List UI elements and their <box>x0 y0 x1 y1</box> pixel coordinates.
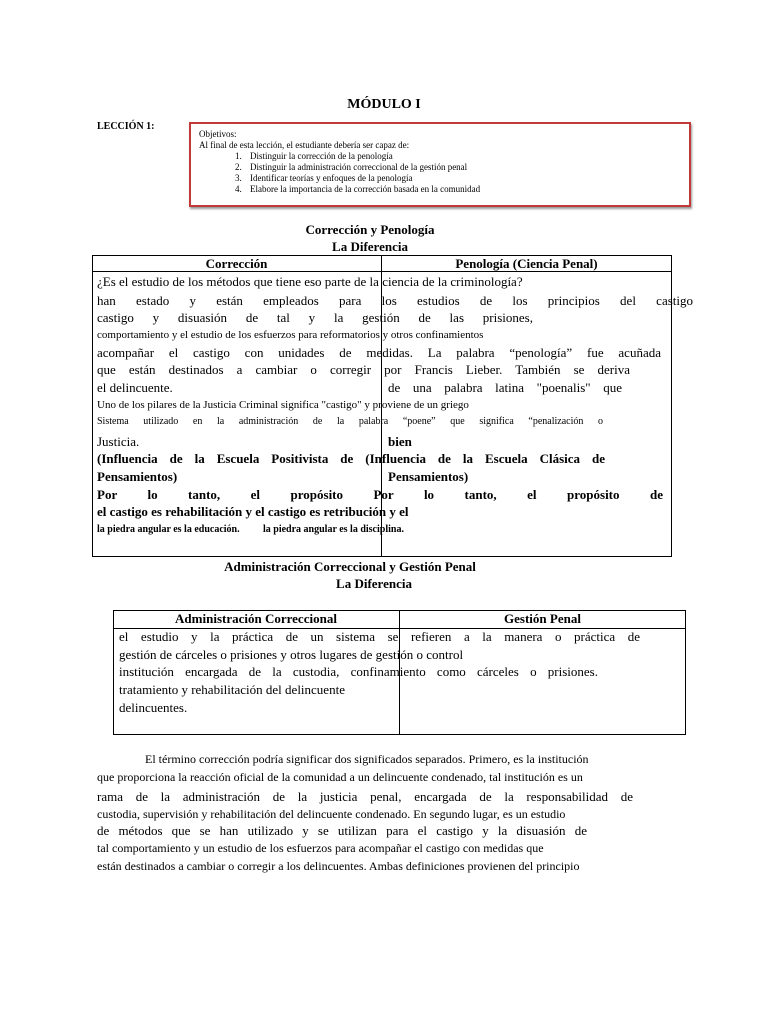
table1-header-row <box>92 255 672 272</box>
table1-line: el delincuente. <box>97 380 173 395</box>
table2-title-line1: Administración Correccional y Gestión Penal <box>224 559 476 574</box>
objectives-list <box>199 151 681 195</box>
objectives-title: Objetivos: <box>199 129 237 139</box>
table2-line: gestión de cárceles o prisiones y otros lugares de gestión o control <box>119 647 464 662</box>
table1-line: Pensamientos) <box>388 469 469 484</box>
table1-line: Uno de los pilares de la Justicia Criminal significa "castigo" y proviene de un griego <box>97 399 469 411</box>
table1-line: bien <box>388 434 412 449</box>
body-text-line: que proporciona la reacción oficial de la comunidad a un delincuente condenado, tal institución es un <box>97 770 583 784</box>
table2-line: delincuentes. <box>119 700 188 715</box>
table1-line: de una palabra latina "poenalis" que <box>388 380 622 395</box>
table2-line: institución encargada de la custodia, confinamiento como cárceles o prisiones. <box>119 664 598 679</box>
table1-line: (Influencia de la Escuela Positivista de (Influencia de la Escuela Clásica de <box>97 451 605 466</box>
table1-title <box>0 221 740 255</box>
lesson-label: LECCIÓN 1: <box>97 121 155 132</box>
body-text-line: están destinados a cambiar o corregir a los delincuentes. Ambas definiciones provienen del principio <box>97 859 580 873</box>
body-text-line: tal comportamiento y un estudio de los esfuerzos para acompañar el castigo con medidas que <box>97 841 544 855</box>
objectives-intro: Al final de esta lección, el estudiante debería ser capaz de: <box>199 140 410 150</box>
body-text-line: custodia, supervisión y rehabilitación del delincuente condenado. En segundo lugar, es un estudio <box>97 807 566 821</box>
module-title: MÓDULO I <box>347 97 421 112</box>
table1-header-correction: Corrección <box>205 256 268 271</box>
table1-line: la piedra angular es la educación. <box>97 524 240 535</box>
table1-line: Pensamientos) <box>97 469 178 484</box>
body-text-line: rama de la administración de la justicia penal, encargada de la responsabilidad de <box>97 789 633 804</box>
objective-item: 4. Elabore la importancia de la corrección basada en la comunidad <box>244 184 681 195</box>
objective-item: 2. Distinguir la administración correccional de la gestión penal <box>244 162 681 173</box>
table1-line: que están destinados a cambiar o corregir por Francis Lieber. También se deriva <box>97 362 630 377</box>
body-text-line: El término corrección podría significar dos significados separados. Primero, es la institución <box>145 752 589 766</box>
table1-line: Por lo tanto, el propósito Por lo tanto, el propósito de <box>97 487 663 502</box>
objective-item: 1. Distinguir la corrección de la penología <box>244 151 681 162</box>
table2-header-admin: Administración Correccional <box>175 611 337 626</box>
table1-line: acompañar el castigo con unidades de medidas. La palabra “penología” fue acuñada <box>97 345 661 360</box>
table1-line: Sistema utilizado en la administración de la palabra “poene” que significa “penalización o <box>97 416 603 427</box>
body-text-line: de métodos que se han utilizado y se utilizan para el castigo y la disuasión de <box>97 823 587 838</box>
objectives-box <box>189 122 691 207</box>
table2-title-line2: La Diferencia <box>336 576 412 591</box>
table2-header-gestion: Gestión Penal <box>504 611 581 626</box>
table1-line: castigo y disuasión de tal y la gestión de las prisiones, <box>97 310 533 325</box>
table1-title-line2: La Diferencia <box>332 239 408 254</box>
table1-title-line1: Corrección y Penología <box>305 222 435 237</box>
table1-header-penology: Penología (Ciencia Penal) <box>455 256 598 271</box>
objective-item: 3. Identificar teorías y enfoques de la penología <box>244 173 681 184</box>
table1-line: la piedra angular es la disciplina. <box>263 524 404 535</box>
table2-title <box>0 558 700 592</box>
table1-line: ¿Es el estudio de los métodos que tiene eso parte de la ciencia de la criminología? <box>97 274 523 289</box>
table1-line: Justicia. <box>97 434 140 449</box>
table1-line: comportamiento y el estudio de los esfuerzos para reformatorios y otros confinamientos <box>97 329 484 341</box>
table2-line: el estudio y la práctica de un sistema se refieren a la manera o práctica de <box>119 629 640 644</box>
table1-line: han estado y están empleados para los estudios de los principios del castigo <box>97 293 693 308</box>
table2-line: tratamiento y rehabilitación del delincuente <box>119 682 345 697</box>
table1-line: el castigo es rehabilitación y el castigo es retribución y el <box>97 504 409 519</box>
